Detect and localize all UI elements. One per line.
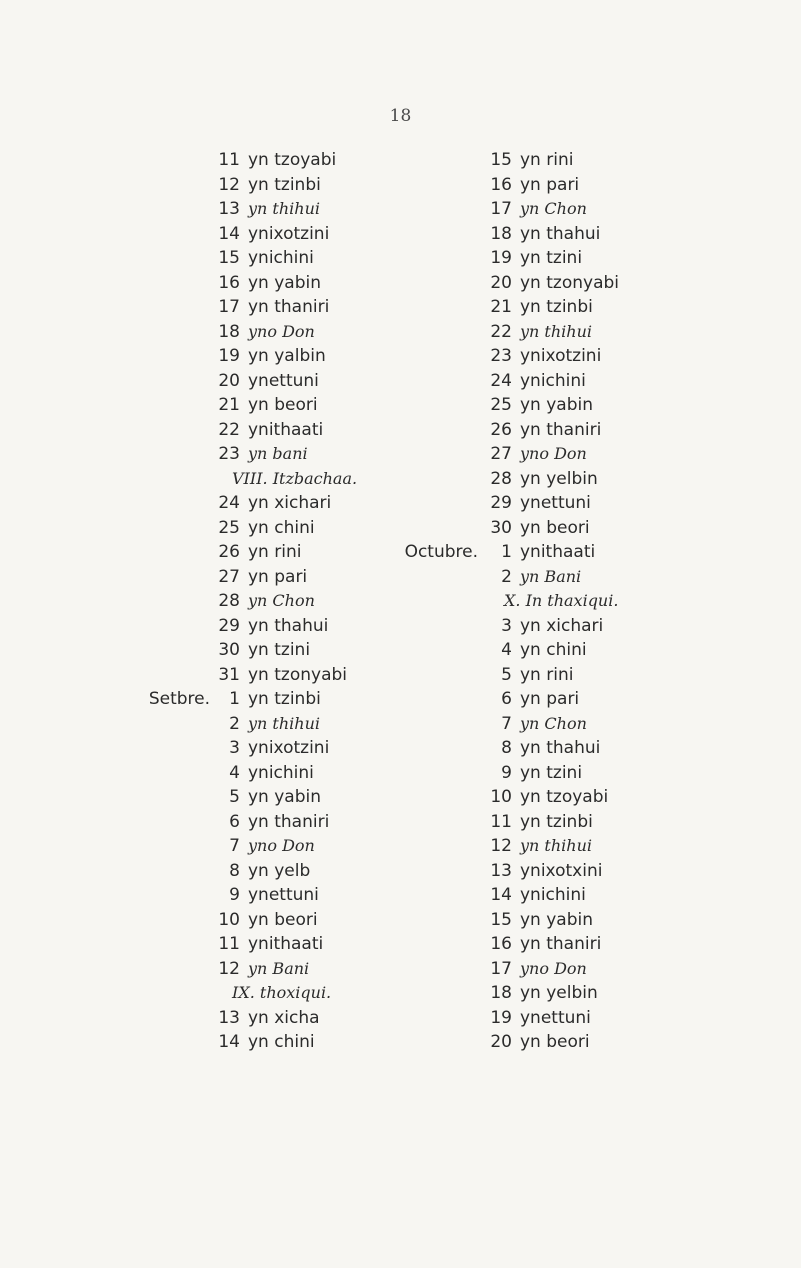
- day-number: 23: [218, 444, 240, 464]
- calendar-entry-row: [120, 567, 380, 592]
- day-name: yn tzinbi: [248, 689, 321, 709]
- day-name: yn yabin: [520, 909, 594, 930]
- day-number: 12: [218, 174, 240, 195]
- day-name: yn pari: [520, 689, 580, 709]
- day-number: 4: [501, 640, 512, 660]
- day-number: 17: [218, 297, 240, 317]
- day-number: 8: [229, 860, 240, 881]
- day-name: yn Chon: [520, 199, 587, 218]
- day-number: 11: [490, 811, 512, 832]
- day-name: yn thaniri: [520, 419, 602, 440]
- day-name: yn thihui: [248, 199, 321, 218]
- calendar-entry-row: [120, 518, 380, 543]
- calendar-entry-row: [120, 934, 380, 959]
- day-number: 14: [490, 885, 512, 905]
- section-heading-row: [120, 983, 380, 1008]
- day-number: 22: [490, 321, 512, 342]
- day-name: yn tzini: [520, 248, 583, 268]
- day-name: yn thihui: [520, 836, 593, 855]
- day-name: yn rini: [520, 664, 574, 685]
- day-name: yn tzonyabi: [520, 272, 619, 293]
- calendar-entry-row: [120, 224, 380, 249]
- day-number: 9: [501, 762, 512, 783]
- day-name: yn yabin: [520, 395, 594, 415]
- calendar-entry-row: [120, 763, 380, 788]
- calendar-entry-row: [120, 714, 380, 739]
- day-number: 15: [218, 248, 240, 268]
- calendar-entry-row: [398, 150, 698, 175]
- day-number: 16: [490, 174, 512, 195]
- day-name: yn thaniri: [248, 811, 330, 832]
- day-number: 13: [490, 860, 512, 881]
- calendar-entry-row: [120, 297, 380, 322]
- day-name: yn rini: [248, 542, 302, 562]
- calendar-entry-row: [398, 199, 698, 224]
- calendar-entry-row: [398, 1032, 698, 1057]
- section-heading-row: [398, 591, 698, 616]
- day-name: ynichini: [248, 762, 314, 783]
- calendar-entry-row: [398, 542, 698, 567]
- calendar-entry-row: [120, 591, 380, 616]
- calendar-entry-row: [120, 910, 380, 935]
- calendar-entry-row: [120, 689, 380, 714]
- day-number: 12: [218, 958, 240, 979]
- day-number: 6: [501, 689, 512, 709]
- day-number: 8: [501, 738, 512, 758]
- day-number: 9: [229, 885, 240, 905]
- calendar-entry-row: [120, 322, 380, 347]
- calendar-entry-row: [120, 395, 380, 420]
- day-name: ynixotxini: [520, 860, 603, 881]
- day-name: yno Don: [248, 836, 315, 855]
- day-number: 21: [490, 297, 512, 317]
- day-number: 13: [218, 199, 240, 219]
- calendar-entry-row: [120, 371, 380, 396]
- calendar-entry-row: [398, 248, 698, 273]
- day-number: 24: [218, 493, 240, 513]
- month-label: Setbre.: [148, 689, 210, 709]
- day-name: yn pari: [520, 174, 580, 195]
- day-number: 4: [229, 762, 240, 783]
- day-name: yn tzonyabi: [248, 664, 347, 685]
- day-number: 17: [490, 199, 512, 219]
- calendar-entry-row: [120, 861, 380, 886]
- day-name: yn yabin: [248, 272, 322, 293]
- calendar-entry-row: [398, 297, 698, 322]
- calendar-entry-row: [398, 444, 698, 469]
- calendar-entry-row: [120, 175, 380, 200]
- calendar-entry-row: [398, 616, 698, 641]
- day-name: yn thahui: [248, 615, 329, 636]
- calendar-entry-row: [120, 787, 380, 812]
- calendar-entry-row: [120, 616, 380, 641]
- day-name: yn xicha: [248, 1007, 320, 1028]
- day-name: yn tzini: [248, 640, 311, 660]
- day-name: yn thaniri: [520, 934, 602, 954]
- day-number: 18: [218, 321, 240, 342]
- day-name: yn yelb: [248, 860, 311, 881]
- day-name: yn thihui: [248, 713, 321, 733]
- calendar-entry-row: [120, 640, 380, 665]
- day-name: ynettuni: [520, 493, 591, 513]
- day-name: yn thahui: [520, 738, 601, 758]
- day-name: yn tzinbi: [520, 811, 593, 832]
- day-name: ynixotzini: [248, 223, 330, 244]
- section-heading: X. In thaxiqui.: [504, 591, 619, 610]
- day-number: 12: [490, 836, 512, 856]
- calendar-entry-row: [120, 493, 380, 518]
- calendar-entry-row: [120, 420, 380, 445]
- day-name: yn yelbin: [520, 983, 598, 1003]
- day-name: yn tzoyabi: [520, 787, 609, 807]
- calendar-entry-row: [120, 199, 380, 224]
- calendar-entry-row: [120, 812, 380, 837]
- day-name: yn thaniri: [248, 297, 330, 317]
- calendar-entry-row: [120, 959, 380, 984]
- day-name: ynithaati: [520, 542, 596, 562]
- day-name: yn Chon: [520, 713, 587, 733]
- calendar-entry-row: [398, 493, 698, 518]
- day-number: 20: [218, 370, 240, 391]
- calendar-entry-row: [120, 444, 380, 469]
- section-heading: VIII. Itzbachaa.: [232, 468, 358, 488]
- calendar-entry-row: [398, 910, 698, 935]
- calendar-entry-row: [398, 665, 698, 690]
- day-name: ynettuni: [520, 1007, 591, 1028]
- calendar-entry-row: [398, 567, 698, 592]
- calendar-entry-row: [120, 1008, 380, 1033]
- day-name: yn xichari: [248, 493, 332, 513]
- section-heading: IX. thoxiqui.: [232, 983, 332, 1002]
- day-number: 1: [229, 689, 240, 709]
- day-name: yn tzinbi: [520, 297, 593, 317]
- day-name: yn bani: [248, 444, 308, 463]
- page-number: 18: [389, 106, 412, 126]
- day-number: 30: [490, 517, 512, 538]
- calendar-entry-row: [398, 738, 698, 763]
- day-name: ynettuni: [248, 370, 319, 391]
- day-number: 27: [490, 444, 512, 464]
- day-name: yno Don: [520, 958, 587, 978]
- day-number: 29: [490, 493, 512, 513]
- day-number: 20: [490, 1032, 512, 1052]
- calendar-entry-row: [398, 836, 698, 861]
- day-name: yn tzini: [520, 762, 583, 783]
- day-number: 26: [218, 542, 240, 562]
- day-name: ynettuni: [248, 885, 319, 905]
- day-number: 21: [218, 395, 240, 415]
- calendar-entry-row: [398, 861, 698, 886]
- day-number: 2: [501, 566, 512, 587]
- day-number: 14: [218, 1032, 240, 1052]
- day-number: 15: [490, 150, 512, 170]
- calendar-entry-row: [398, 640, 698, 665]
- day-number: 25: [218, 517, 240, 538]
- day-number: 3: [501, 615, 512, 636]
- day-number: 19: [490, 1007, 512, 1028]
- calendar-entry-row: [398, 346, 698, 371]
- day-name: yn thihui: [520, 321, 593, 341]
- day-number: 20: [490, 272, 512, 293]
- calendar-entry-row: [398, 420, 698, 445]
- day-name: yn yalbin: [248, 346, 326, 366]
- calendar-entry-row: [398, 763, 698, 788]
- day-name: yn xichari: [520, 615, 604, 636]
- day-name: yn Bani: [520, 566, 582, 586]
- day-name: yn pari: [248, 566, 308, 587]
- day-number: 18: [490, 223, 512, 244]
- calendar-entry-row: [120, 665, 380, 690]
- day-number: 31: [218, 664, 240, 685]
- day-number: 19: [218, 346, 240, 366]
- day-number: 5: [501, 664, 512, 685]
- calendar-entry-row: [398, 224, 698, 249]
- day-name: yn yelbin: [520, 468, 598, 489]
- calendar-entry-row: [398, 983, 698, 1008]
- day-name: yn thahui: [520, 223, 601, 244]
- day-name: yno Don: [520, 444, 587, 463]
- day-name: ynichini: [520, 885, 586, 905]
- calendar-entry-row: [398, 787, 698, 812]
- calendar-entry-row: [120, 738, 380, 763]
- day-number: 2: [229, 713, 240, 734]
- calendar-entry-row: [398, 714, 698, 739]
- calendar-entry-row: [398, 395, 698, 420]
- day-number: 7: [229, 836, 240, 856]
- day-name: ynithaati: [248, 419, 324, 440]
- calendar-entry-row: [120, 885, 380, 910]
- calendar-entry-row: [398, 518, 698, 543]
- day-number: 23: [490, 346, 512, 366]
- calendar-entry-row: [398, 469, 698, 494]
- calendar-entry-row: [398, 322, 698, 347]
- calendar-entry-row: [120, 273, 380, 298]
- day-name: ynichini: [520, 370, 586, 391]
- day-name: ynithaati: [248, 934, 324, 954]
- day-name: yno Don: [248, 321, 315, 341]
- day-name: yn Bani: [248, 958, 310, 978]
- day-name: yn beori: [520, 1032, 590, 1052]
- day-name: yn rini: [520, 150, 574, 170]
- right-column: [398, 150, 698, 1057]
- day-number: 11: [218, 150, 240, 170]
- day-name: ynixotzini: [520, 346, 602, 366]
- calendar-entry-row: [398, 1008, 698, 1033]
- day-number: 24: [490, 370, 512, 391]
- calendar-entry-row: [120, 346, 380, 371]
- day-number: 6: [229, 811, 240, 832]
- day-name: ynichini: [248, 248, 314, 268]
- day-number: 1: [501, 542, 512, 562]
- calendar-entry-row: [398, 371, 698, 396]
- day-number: 27: [218, 566, 240, 587]
- month-label: Octubre.: [404, 542, 478, 562]
- day-number: 22: [218, 419, 240, 440]
- day-name: yn chini: [248, 1032, 315, 1052]
- calendar-entry-row: [398, 175, 698, 200]
- day-name: yn chini: [248, 517, 315, 538]
- calendar-entry-row: [120, 542, 380, 567]
- day-number: 10: [218, 909, 240, 930]
- day-number: 13: [218, 1007, 240, 1028]
- day-name: ynixotzini: [248, 738, 330, 758]
- day-number: 18: [490, 983, 512, 1003]
- day-number: 10: [490, 787, 512, 807]
- calendar-entry-row: [398, 812, 698, 837]
- day-name: yn tzoyabi: [248, 150, 337, 170]
- calendar-entry-row: [120, 248, 380, 273]
- left-column: [120, 150, 380, 1057]
- day-number: 29: [218, 615, 240, 636]
- day-number: 15: [490, 909, 512, 930]
- day-number: 30: [218, 640, 240, 660]
- day-name: yn Chon: [248, 591, 315, 610]
- day-number: 5: [229, 787, 240, 807]
- day-name: yn beori: [248, 909, 318, 930]
- day-number: 14: [218, 223, 240, 244]
- day-name: yn tzinbi: [248, 174, 321, 195]
- day-number: 3: [229, 738, 240, 758]
- section-heading-row: [120, 469, 380, 494]
- day-name: yn chini: [520, 640, 587, 660]
- day-number: 28: [218, 591, 240, 611]
- calendar-entry-row: [398, 959, 698, 984]
- day-name: yn yabin: [248, 787, 322, 807]
- day-number: 11: [218, 934, 240, 954]
- day-number: 19: [490, 248, 512, 268]
- day-number: 17: [490, 958, 512, 979]
- calendar-entry-row: [398, 273, 698, 298]
- calendar-entry-row: [398, 689, 698, 714]
- day-number: 26: [490, 419, 512, 440]
- calendar-entry-row: [120, 1032, 380, 1057]
- day-name: yn beori: [248, 395, 318, 415]
- day-number: 7: [501, 713, 512, 734]
- calendar-entry-row: [398, 885, 698, 910]
- calendar-entry-row: [120, 150, 380, 175]
- day-number: 16: [218, 272, 240, 293]
- calendar-entry-row: [398, 934, 698, 959]
- calendar-entry-row: [120, 836, 380, 861]
- day-number: 25: [490, 395, 512, 415]
- day-name: yn beori: [520, 517, 590, 538]
- day-number: 16: [490, 934, 512, 954]
- day-number: 28: [490, 468, 512, 489]
